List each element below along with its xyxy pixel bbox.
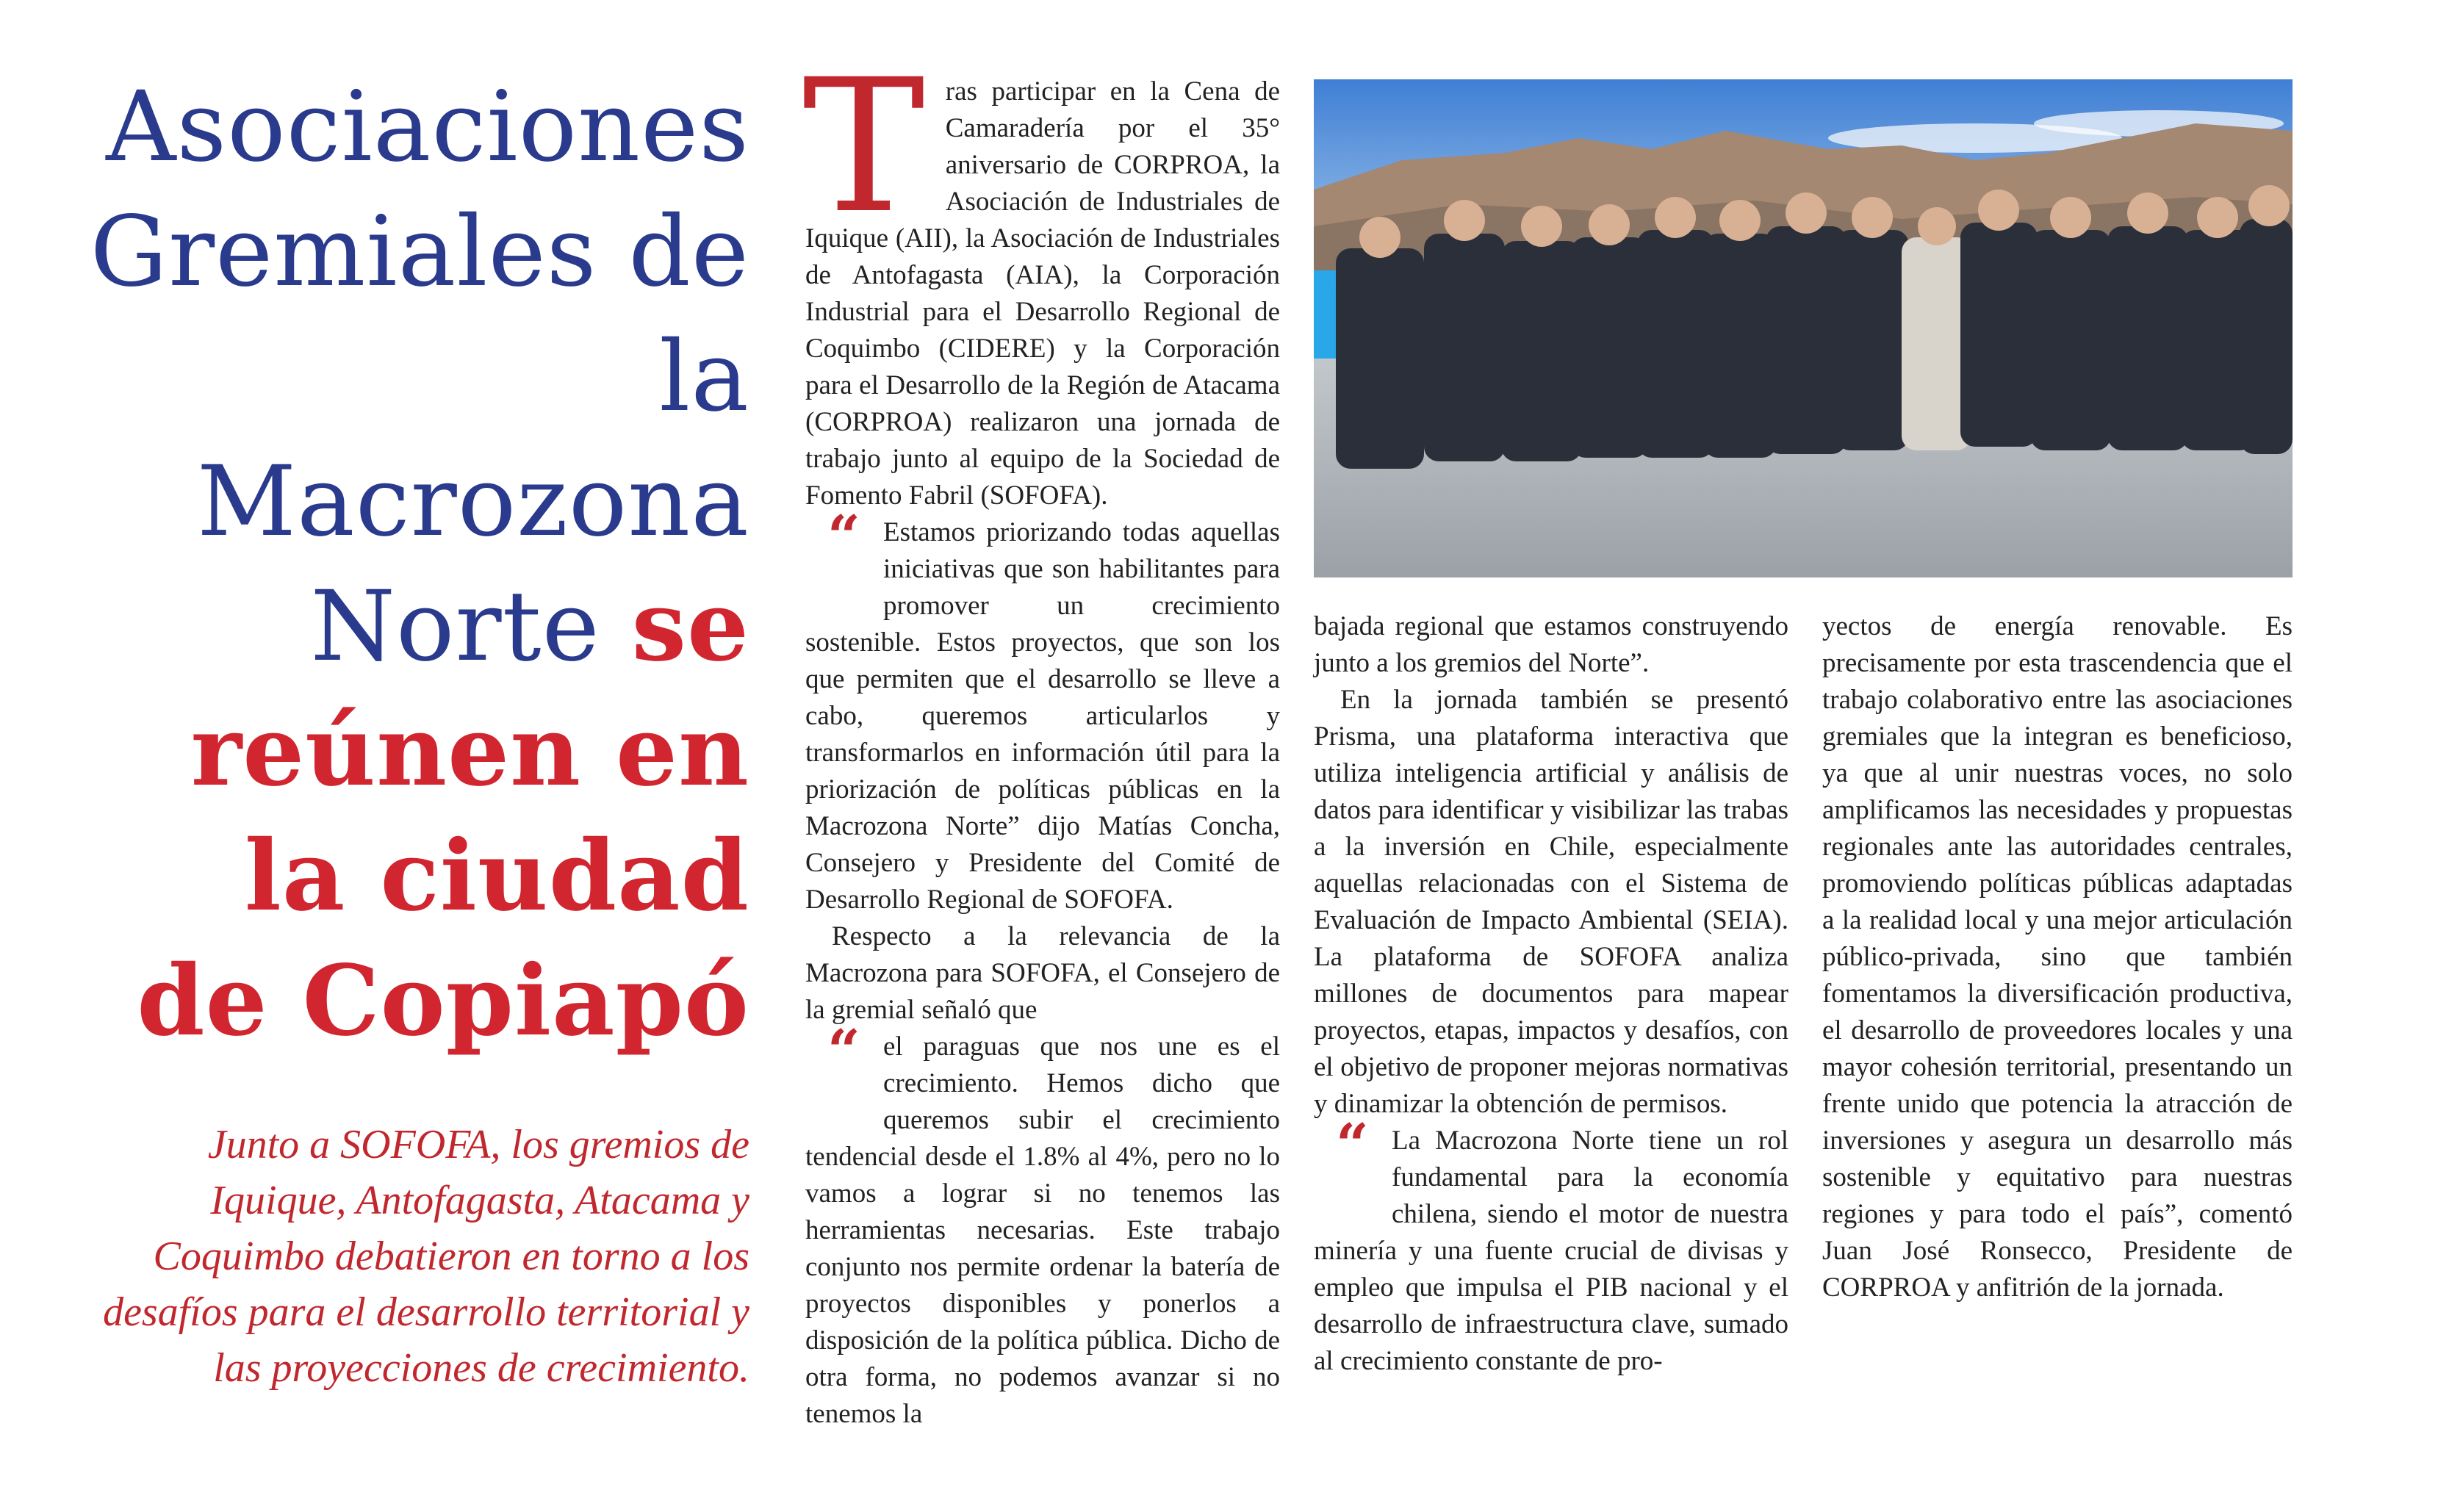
quote-3 xyxy=(1314,1112,1788,1380)
subheading: Junto a SOFOFA, los gremios de Iquique, Antofagasta, Atacama y Coquimbo debatieron en torno a los desafíos para el desarrollo territorial y las proyecciones de crecimiento. xyxy=(103,1122,749,1391)
quote-mark-icon: “ xyxy=(1336,1112,1369,1178)
headline xyxy=(88,65,749,1064)
paragraph-3: En la jornada también se presentó Prisma, una plataforma interactiva que utiliza inteligencia artificial y análisis de datos para identificar y visibilizar las trabas a la inversión en Chile, especialmente aquellas relacionadas con el Sistema de Evaluación de Impacto Ambiental (SEIA). La plataforma de SOFOFA analiza millones de documentos para mapear proyectos, etapas, impactos y desafíos, con el objetivo de proponer mejoras normativas y dinamizar la obtención de permisos. xyxy=(1314,685,1788,1119)
intro-paragraph xyxy=(802,40,1280,514)
quote-1 xyxy=(805,503,1280,918)
quote-3-text: La Macrozona Norte tiene un rol fundamental para la economía chilena, siendo el motor de nuestra minería y una fuente crucial de divisas y empleo que impulsa el PIB nacional y el desarrollo de infraestructura clave, sumado al crecimiento constante de pro- xyxy=(1314,1126,1788,1376)
quote-mark-icon: “ xyxy=(827,1018,860,1084)
article-column-1 xyxy=(802,40,1280,1433)
intro-text: ras participar en la Cena de Camaradería por el 35° aniversario de CORPROA, la Asociación de Industriales de Iquique (AII), la Asociación de Industriales de Antofagasta (AIA), la Corporación Industrial para el Desarrollo Regional de Coquimbo (CIDERE) y la Corporación para el Desarrollo de la Región de Atacama (CORPROA) realizaron una jornada de trabajo junto al equipo de la Sociedad de Fomento Fabril (SOFOFA). xyxy=(805,76,1280,511)
column-2-continuation: bajada regional que estamos construyendo junto a los gremios del Norte”. xyxy=(1314,611,1788,678)
headline-blue: Asociaciones Gremiales de la Macrozona Norte xyxy=(90,71,749,683)
article-column-2 xyxy=(1314,608,1788,1380)
group-photo xyxy=(1314,79,2293,577)
article-column-3 xyxy=(1822,608,2293,1306)
column-3-text: yectos de energía renovable. Es precisamente por esta trascendencia que el trabajo colaborativo entre las asociaciones gremiales que la integran es beneficioso, ya que al unir nuestras voces, no solo amplificamos las necesidades y propuestas regionales ante las autoridades centrales, promoviendo políticas públicas adaptadas a la realidad local y una mejor articulación público-privada, sino que también fomentamos la diversificación productiva, el desarrollo de proveedores locales y una mayor cohesión territorial, presentando un frente unido que potencia la atracción de inversiones y asegura un desarrollo más sostenible y equitativo para nuestras regiones y para todo el país”, comentó Juan José Ronsecco, Presidente de CORPROA y anfitrión de la jornada. xyxy=(1822,611,2293,1303)
quote-1-text: Estamos priorizando todas aquellas iniciativas que son habilitantes para promover un crecimiento sostenible. Estos proyectos, que son los que permiten que el desarrollo se lleve a cabo, queremos articularlos y transformarlos en información útil para la priorización de políticas públicas en la Macrozona Norte” dijo Matías Concha, Consejero y Presidente del Comité de Desarrollo Regional de SOFOFA. xyxy=(805,517,1280,915)
quote-2-text: el paraguas que nos une es el crecimiento. Hemos dicho que queremos subir el crecimiento tendencial desde el 1.8% al 4%, pero no lo vamos a lograr si no tenemos las herramientas necesarias. Este trabajo conjunto nos permite ordenar la batería de proyectos disponibles y ponerlos a disposición de la política pública. Dicho de otra forma, no podemos avanzar si no tenemos la xyxy=(805,1032,1280,1429)
quote-2 xyxy=(805,1018,1280,1433)
headline-red-2: reúnen en la ciudad de Copiapó xyxy=(137,694,749,1058)
quote-mark-icon: “ xyxy=(827,503,860,570)
dropcap: T xyxy=(802,40,925,253)
headline-red-1: se xyxy=(631,569,749,683)
paragraph-2: Respecto a la relevancia de la Macrozona para SOFOFA, el Consejero de la gremial señaló que xyxy=(805,921,1280,1025)
